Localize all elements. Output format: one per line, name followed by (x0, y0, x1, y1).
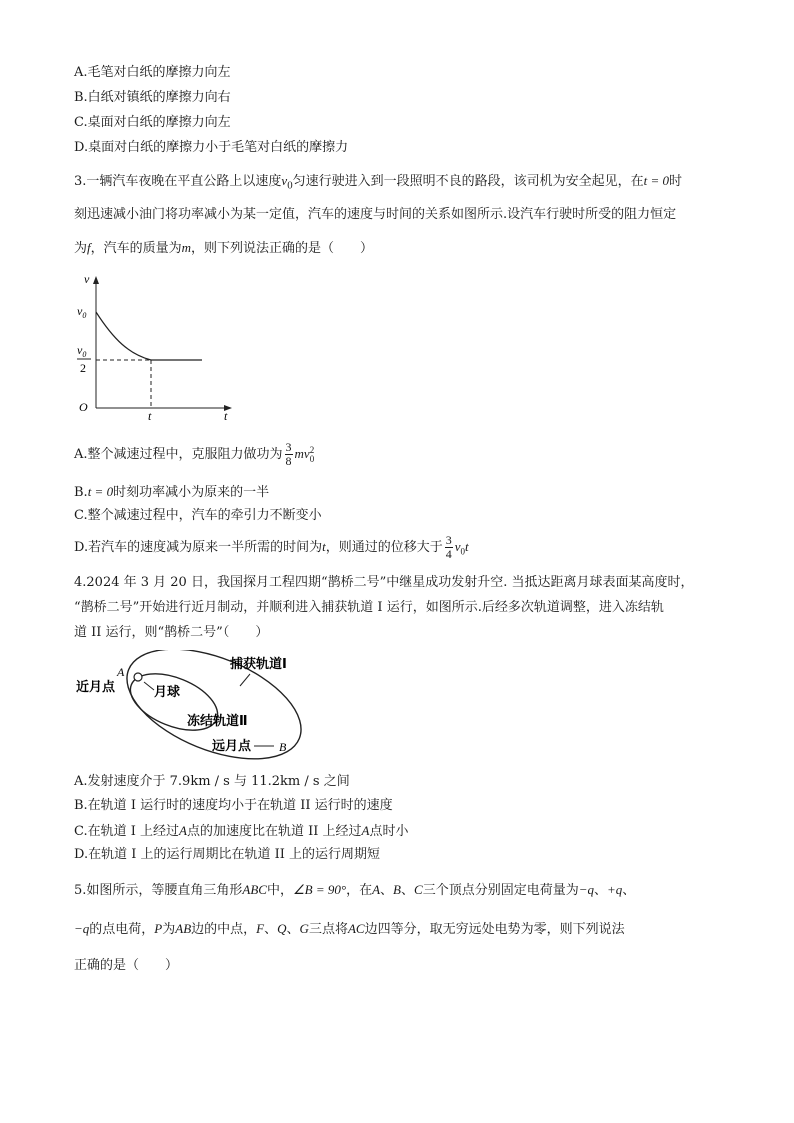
q3-option-c: C.整个减速过程中，汽车的牵引力不断变小 (74, 508, 322, 523)
v-axis-label: v (84, 272, 90, 286)
point-a-label: A (117, 665, 125, 679)
q4-option-a: A.发射速度介于 7.9km / s 与 11.2km / s 之间 (74, 774, 350, 789)
half-v0-numerator: $v_0$ (77, 343, 87, 359)
v-axis-arrow (93, 276, 99, 284)
q3-option-d: D.若汽车的速度减为原来一半所需的时间为t，则通过的位移大于 $\frac{3}{4}$ $v_0t$ (74, 533, 469, 561)
q4-orbit-diagram (74, 650, 306, 766)
q4-option-c: C.在轨道 I 上经过A点的加速度比在轨道 II 上经过A点时小 (74, 823, 409, 839)
q4-stem-line2: “鹊桥二号”开始进行近月制动，并顺利进入捕获轨道 I 运行，如图所示.后经多次轨道调整，进入冻结轨 (74, 600, 664, 615)
q3-stem-line1: 3.一辆汽车夜晚在平直公路上以速度$v_0$匀速行驶进入到一段照明不良的路段，该司机为安全起见，在t = 0时 (74, 173, 683, 192)
deceleration-curve (96, 312, 151, 360)
frozen-orbit-label: 冻结轨道Ⅱ (187, 714, 248, 729)
q2-option-d: D.桌面对白纸的摩擦力小于毛笔对白纸的摩擦力 (74, 140, 349, 155)
q3-option-a: A.整个减速过程中，克服阻力做功为 $\frac{3}{8}$ mv 2 0 (74, 440, 315, 468)
moon-label: 月球 (154, 685, 181, 700)
q5-stem-line2: −q的点电荷，P为AB边的中点，F、Q、G三点将AC边四等分，取无穷远处电势为零，则下列说法 (74, 921, 625, 937)
origin-label: O (79, 400, 88, 414)
fraction-3-8: $\frac{3}{8}$ (285, 440, 292, 468)
apolune-label: 远月点 (212, 739, 252, 754)
capture-orbit-label: 捕获轨道Ⅰ (230, 657, 287, 672)
point-a-marker (134, 673, 142, 681)
q2-option-c: C.桌面对白纸的摩擦力向左 (74, 115, 231, 130)
t-tick-label: t (148, 409, 152, 423)
q5-stem-line1: 5.如图所示，等腰直角三角形ABC中，∠B = 90°，在A、B、C三个顶点分别固定电荷量为−q、+q、 (74, 882, 636, 898)
q2-option-a: A.毛笔对白纸的摩擦力向左 (74, 65, 231, 80)
q3-velocity-time-graph (74, 268, 239, 423)
q3-stem-line2: 刻迅速减小油门将功率减小为某一定值，汽车的速度与时间的关系如图所示.设汽车行驶时所受的阻力恒定 (74, 207, 677, 222)
q4-option-d: D.在轨道 I 上的运行周期比在轨道 II 上的运行周期短 (74, 847, 381, 862)
point-b-label: B (279, 740, 287, 754)
half-v0-denominator: 2 (80, 361, 86, 375)
q3-stem-line3: 为f，汽车的质量为m，则下列说法正确的是（ ） (74, 240, 374, 256)
v0-label: $v_0$ (77, 304, 87, 320)
perilune-label: 近月点 (76, 680, 116, 695)
q4-stem-line1: 4.2024 年 3 月 20 日，我国探月工程四期“鹊桥二号”中继星成功发射升空. 当抵达距离月球表面某高度时， (74, 575, 694, 590)
q4-option-b: B.在轨道 I 运行时的速度均小于在轨道 II 运行时的速度 (74, 798, 393, 813)
q4-stem-line3: 道 II 运行，则“鹊桥二号”（ ） (74, 625, 269, 640)
q3-option-b: B.t = 0时刻功率减小为原来的一半 (74, 484, 270, 500)
q2-option-b: B.白纸对镇纸的摩擦力向右 (74, 90, 231, 105)
t-axis-label: t (224, 409, 228, 423)
q5-stem-line3: 正确的是（ ） (74, 958, 179, 973)
fraction-3-4: $\frac{3}{4}$ (445, 533, 452, 561)
